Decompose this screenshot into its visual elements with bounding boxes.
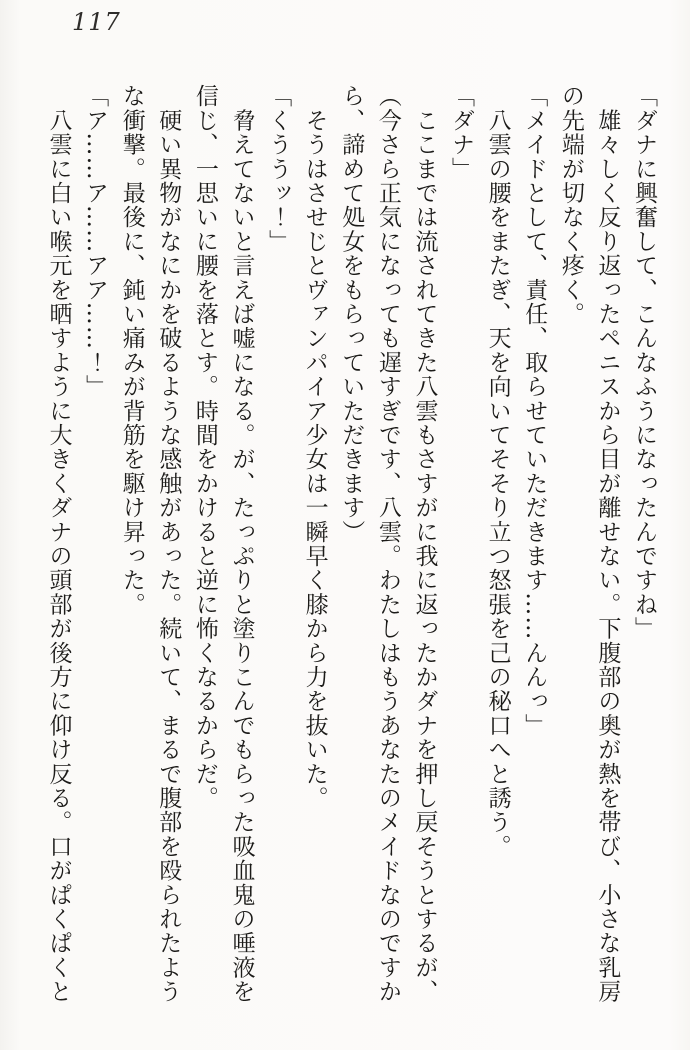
- text-line-7: ここまでは流されてきた八雲もさすがに我に返ったかダナを押し戻そうとするが、: [411, 84, 438, 1004]
- text-line-12: 脅えてないと言えば嘘になる。が、たっぷりと塗りこんでもらった吸血鬼の唾液を: [228, 84, 255, 1004]
- text-line-13: 信じ、一思いに腰を落とす。時間をかけると逆に怖くなるからだ。: [191, 84, 218, 810]
- text-line-1: 「ダナに興奮して、こんなふうになったんですね」: [631, 84, 657, 641]
- text-line-10: そうはさせじとヴァンパイア少女は一瞬早く膝から力を抜いた。: [301, 84, 328, 810]
- text-line-2: 雄々しく反り返ったペニスから目が離せない。下腹部の奥が熱を帯び、小さな乳房: [594, 84, 621, 1004]
- vertical-text-block: [40, 84, 662, 1022]
- text-line-14: 硬い異物がなにかを破るような感触があった。続いて、まるで腹部を殴られたよう: [155, 84, 182, 1004]
- text-line-4: 「メイドとして、責任、取らせていただきます……んんっ」: [521, 84, 548, 738]
- text-line-8: （今さら正気になっても遅すぎです、八雲。わたしはもうあなたのメイドなのですか: [374, 84, 401, 1004]
- text-line-3: の先端が切なく疼く。: [557, 84, 584, 326]
- text-line-15: な衝撃。最後に、鈍い痛みが背筋を駆け昇った。: [118, 84, 145, 617]
- text-line-6: 「ダナ」: [448, 84, 475, 181]
- text-line-16: 「ア……ア……アア……！」: [82, 84, 109, 399]
- page-number: 117: [72, 8, 121, 36]
- text-line-11: 「くううッ！」: [265, 84, 292, 254]
- text-line-9: ら、諦めて処女をもらっていただきます）: [338, 84, 365, 544]
- text-line-5: 八雲の腰をまたぎ、天を向いてそそり立つ怒張を己の秘口へと誘う。: [484, 84, 511, 859]
- text-line-17: 八雲に白い喉元を晒すように大きくダナの頭部が後方に仰け反る。口がぱくぱくと: [45, 84, 72, 1004]
